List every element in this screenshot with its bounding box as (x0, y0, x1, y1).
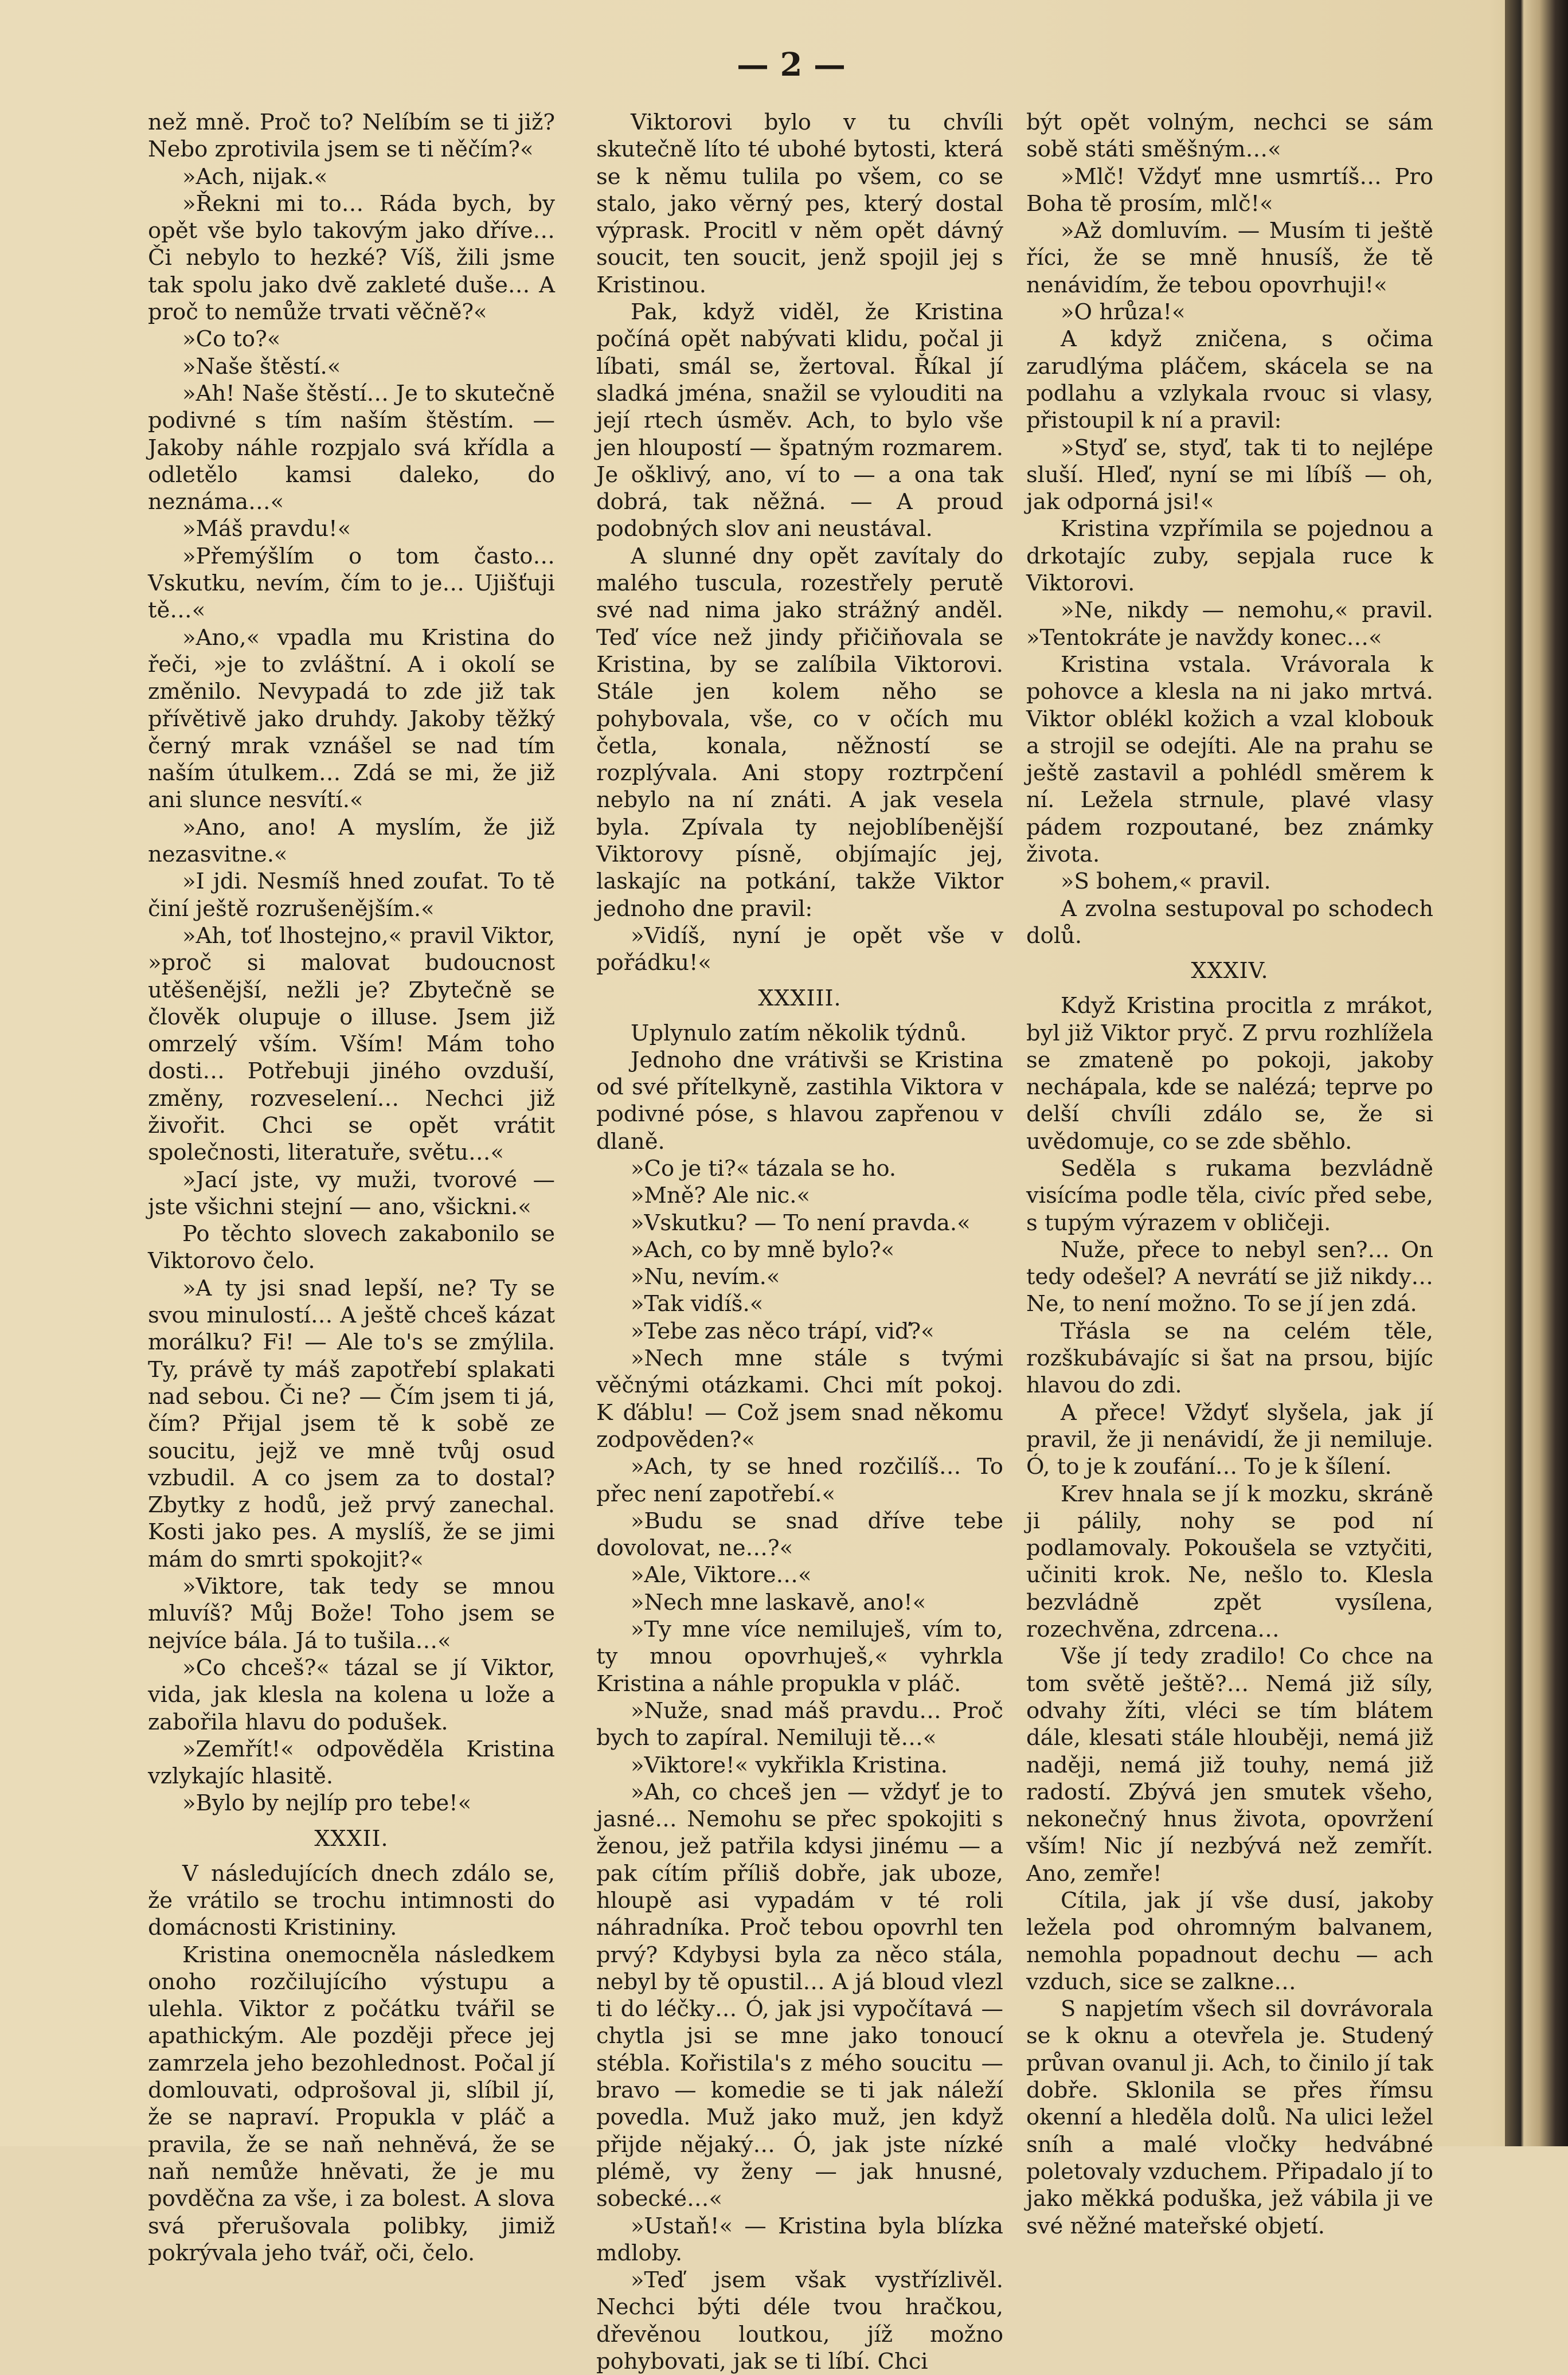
paragraph: »Zemřít!« odpověděla Kristina vzlykajíc hlasitě. (148, 1736, 555, 1790)
paragraph: »Vidíš, nyní je opět vše v pořádku!« (596, 922, 1003, 976)
paragraph: »Viktore, tak tedy se mnou mluvíš? Můj Bože! Toho jsem se nejvíce bála. Já to tušila…« (148, 1574, 555, 1654)
paragraph: »Až domluvím. — Musím ti ještě říci, že se mně hnusíš, že tě nenávidím, že tebou opovrhuji!« (1026, 218, 1433, 298)
paragraph: »Ustaň!« — Kristina byla blízka mdloby. (596, 2213, 1003, 2266)
book-binding-edge (1505, 0, 1568, 2146)
paragraph: Třásla se na celém těle, rozškubávajíc si šat na prsou, bijíc hlavou do zdi. (1026, 1318, 1433, 1399)
paragraph: Po těchto slovech zakabonilo se Viktorovo čelo. (148, 1221, 555, 1274)
paragraph: »Ale, Viktore…« (631, 1562, 812, 1588)
paragraph: »Ah, co chceš jen — vždyť je to jasné… Nemohu se přec spokojiti s ženou, jež patřila kdysi jinému — a pak cítím příliš dobře, jak uboze, hloupě asi vypadám v té roli náhradníka. Proč tebou opovrhl ten prvý? Kdybysi byla za něco stála, nebyl by tě opustil… A já bloud vlezl ti do léčky… Ó, jak jsi vypočítavá — chytla jsi se mne jako tonoucí stébla. Kořistila's z mého soucitu — bravo — komedie se ti jak náleží povedla. Muž jako muž, jen když přijde nějaký… Ó, jak jste nízké plémě, vy ženy — jak hnusné, sobecké…« (596, 1779, 1003, 2212)
text-column-1 (148, 109, 555, 2267)
paragraph: než mně. Proč to? Nelíbím se ti již? Nebo zprotivila jsem se ti něčím?« (148, 109, 555, 163)
paragraph: »I jdi. Nesmíš hned zoufat. To tě činí ještě rozrušenějším.« (148, 868, 555, 922)
paragraph: Cítila, jak jí vše dusí, jakoby ležela pod ohromným balvanem, nemohla popadnout dechu — ach vzduch, sice se zalkne… (1026, 1888, 1433, 1995)
paragraph: »Viktore!« vykřikla Kristina. (631, 1752, 948, 1778)
chapter-heading: XXXII. (314, 1825, 389, 1851)
paragraph: Když Kristina procitla z mrákot, byl již Viktor pryč. Z prvu rozhlížela se zmateně po pokoji, jakoby nechápala, kde se nalézá; teprve po delší chvíli zdálo se, že si uvědomuje, co se zde sběhlo. (1026, 993, 1433, 1155)
paragraph: Uplynulo zatím několik týdnů. (631, 1020, 967, 1046)
paragraph: »Naše štěstí.« (182, 353, 341, 379)
paragraph: Seděla s rukama bezvládně visícíma podle těla, civíc před sebe, s tupým výrazem v obličeji. (1026, 1155, 1433, 1236)
chapter-heading: XXXIV. (1191, 958, 1269, 984)
paragraph: »Budu se snad dříve tebe dovolovat, ne…?« (596, 1508, 1003, 1562)
paragraph: »Přemýšlím o tom často… Vskutku, nevím, čím to je… Ujišťuji tě…« (148, 543, 555, 624)
paragraph: A slunné dny opět zavítaly do malého tuscula, rozestřely perutě své nad nima jako strážný anděl. Teď více než jindy přičiňovala se Kristina, by se zalíbila Viktorovi. Stále jen kolem něho se pohybovala, vše, co v očích mu četla, konala, něžností se rozplývala. Ani stopy roztrpčení nebylo na ní znáti. A jak vesela byla. Zpívala ty nejoblíbenější Viktorovy písně, objímajíc jej, laskajíc na potkání, takže Viktor jednoho dne pravil: (596, 543, 1003, 922)
paragraph: »Ty mne více nemiluješ, vím to, ty mnou opovrhuješ,« vyhrkla Kristina a náhle propukla v pláč. (596, 1617, 1003, 1697)
paragraph: »Teď jsem však vystřízlivěl. Nechci býti déle tvou hračkou, dřevěnou loutkou, jíž možno pohybovati, jak se ti líbí. Chci (596, 2267, 1003, 2375)
paragraph: »Máš pravdu!« (182, 516, 351, 542)
paragraph: »A ty jsi snad lepší, ne? Ty se svou minulostí… A ještě chceš kázat morálku? Fi! — Ale to's se zmýlila. Ty, právě ty máš zapotřebí splakati nad sebou. Či ne? — Čím jsem ti já, čím? Přijal jsem tě k sobě ze soucitu, jejž ve mně tvůj osud vzbudil. A co jsem za to dostal? Zbytky z hodů, jež prvý zanechal. Kosti jako pes. A myslíš, že se jimi mám do smrti spokojit?« (148, 1275, 555, 1572)
paragraph: »Ah, toť lhostejno,« pravil Viktor, »proč si malovat budoucnost utěšenější, nežli je? Zbytečně se člověk olupuje o illuse. Jsem již omrzelý vším. Vším! Mám toho dosti… Potřebuji jiného ovzduší, změny, rozveselení… Nechci již živořit. Chci se opět vrátit společnosti, literatuře, světu…« (148, 922, 555, 1166)
paragraph: »Tak vidíš.« (631, 1291, 764, 1317)
paragraph: »Ano,« vpadla mu Kristina do řeči, »je to zvláštní. A i okolí se změnilo. Nevypadá to zde již tak přívětivě jako druhdy. Jakoby těžký černý mrak vznášel se nad tím naším útulkem… Zdá se mi, že již ani slunce nesvítí.« (148, 624, 555, 813)
paragraph: A zvolna sestupoval po schodech dolů. (1026, 895, 1433, 949)
paragraph: »Vskutku? — To není pravda.« (631, 1210, 971, 1236)
paragraph: »Co je ti?« tázala se ho. (631, 1155, 897, 1181)
paragraph: »Ach, co by mně bylo?« (631, 1237, 895, 1263)
paragraph: »Nech mne laskavě, ano!« (631, 1589, 926, 1615)
paragraph: »Ne, nikdy — nemohu,« pravil. »Tentokráte je navždy konec…« (1026, 597, 1433, 651)
paragraph: »Styď se, styď, tak ti to nejlépe sluší. Hleď, nyní se mi líbíš — oh, jak odporná jsi!« (1026, 435, 1433, 515)
paragraph: Kristina vstala. Vrávorala k pohovce a klesla na ni jako mrtvá. Viktor oblékl kožich a vzal klobouk a strojil se odejíti. Ale na prahu se ještě zastavil a pohlédl směrem k ní. Ležela strnule, plavé vlasy pádem rozpoutané, bez známky života. (1026, 651, 1433, 868)
paragraph: »Nu, nevím.« (631, 1264, 780, 1290)
paragraph: »S bohem,« pravil. (1061, 868, 1271, 895)
paragraph: »Ah! Naše štěstí… Je to skutečně podivné s tím naším štěstím. — Jakoby náhle rozpjalo svá křídla a odletělo kamsi daleko, do neznáma…« (148, 380, 555, 515)
page-number: — 2 — (737, 46, 846, 84)
paragraph: Vše jí tedy zradilo! Co chce na tom světě ještě?… Nemá již síly, odvahy žíti, vléci se tím blátem dále, klesati stále hlouběji, nemá již naději, nemá již touhy, nemá již radostí. Zbývá jen smutek všeho, nekonečný hnus života, opovržení vším! Nic jí nezbývá než zemřít. Ano, zemře! (1026, 1644, 1433, 1887)
paragraph: Kristina onemocněla následkem onoho rozčilujícího výstupu a ulehla. Viktor z počátku tvářil se apathickým. Ale později přece jej zamrzela jeho bezohlednost. Počal jí domlouvati, odprošoval ji, slíbil jí, že se napraví. Propukla v pláč a pravila, že se naň nehněvá, že se naň nemůže hněvati, že je mu povděčna za vše, i za bolest. A slova svá přerušovala polibky, jimiž pokrývala jeho tvář, oči, čelo. (148, 1942, 555, 2266)
paragraph: Nuže, přece to nebyl sen?… On tedy odešel? A nevrátí se již nikdy… Ne, to není možno. To se jí jen zdá. (1026, 1237, 1433, 1317)
paragraph: »Nuže, snad máš pravdu… Proč bych to zapíral. Nemiluji tě…« (596, 1697, 1003, 1751)
paragraph: »Jací jste, vy muži, tvorové — jste všichni stejní — ano, všickni.« (148, 1167, 555, 1220)
paragraph: »Ach, ty se hned rozčilíš… To přec není zapotřebí.« (596, 1454, 1003, 1507)
paragraph: »Tebe zas něco trápí, viď?« (631, 1318, 934, 1344)
paragraph: Jednoho dne vrátivši se Kristina od své přítelkyně, zastihla Viktora v podivné póse, s hlavou zapřenou v dlaně. (596, 1047, 1003, 1155)
paragraph: V následujících dnech zdálo se, že vrátilo se trochu intimnosti do domácnosti Kristininy. (148, 1860, 555, 1941)
paragraph: »Co chceš?« tázal se jí Viktor, vida, jak klesla na kolena u lože a zabořila hlavu do podušek. (148, 1654, 555, 1735)
paragraph: »O hrůza!« (1061, 299, 1186, 326)
paragraph: Krev hnala se jí k mozku, skráně ji pálily, nohy se pod ní podlamovaly. Pokoušela se vztyčiti, učiniti krok. Ne, nešlo to. Klesla bezvládně zpět vysílena, rozechvěna, zdrcena… (1026, 1481, 1433, 1643)
paragraph: »Co to?« (182, 326, 281, 353)
paragraph: »Bylo by nejlíp pro tebe!« (182, 1790, 472, 1817)
chapter-heading: XXXIII. (758, 985, 842, 1011)
paragraph: A přece! Vždyť slyšela, jak jí pravil, že ji nenávidí, že ji nemiluje. Ó, to je k zoufání… To je k šílení. (1026, 1399, 1433, 1480)
paragraph: S napjetím všech sil dovrávorala se k oknu a otevřela je. Studený průvan ovanul ji. Ach, to činilo jí tak dobře. Sklonila se přes římsu okenní a hleděla dolů. Na ulici ležel sníh a malé vločky hedvábné poletovaly vzduchem. Připadalo jí to jako měkká poduška, jež vábila ji ve své něžné mateřské objetí. (1026, 1996, 1433, 2239)
paragraph: »Nech mne stále s tvými věčnými otázkami. Chci mít pokoj. K ďáblu! — Což jsem snad někomu zodpověden?« (596, 1345, 1003, 1453)
paragraph: Viktorovi bylo v tu chvíli skutečně líto té ubohé bytosti, která se k němu tulila po všem, co se stalo, jako věrný pes, který dostal výprask. Procitl v něm opět dávný soucit, ten soucit, jenž spojil jej s Kristinou. (596, 109, 1003, 298)
paragraph: Kristina vzpřímila se pojednou a drkotajíc zuby, sepjala ruce k Viktorovi. (1026, 516, 1433, 597)
text-column-2 (596, 109, 1003, 2375)
paragraph: Pak, když viděl, že Kristina počíná opět nabývati klidu, počal ji líbati, smál se, žertoval. Říkal jí sladká jména, snažil se vylouditi na její rtech úsměv. Ach, to bylo vše jen hloupostí — špatným rozmarem. Je ošklivý, ano, ví to — a ona tak dobrá, tak něžná. — A proud podobných slov ani neustával. (596, 299, 1003, 542)
text-column-3 (1026, 109, 1433, 2240)
paragraph: »Ach, nijak.« (182, 163, 328, 190)
paragraph: »Mně? Ale nic.« (631, 1183, 811, 1209)
paragraph: »Řekni mi to… Ráda bych, by opět vše bylo takovým jako dříve… Či nebylo to hezké? Víš, žili jsme tak spolu jako dvě zakleté duše… A proč to nemůže trvati věčně?« (148, 190, 555, 326)
paragraph: »Ano, ano! A myslím, že již nezasvitne.« (148, 814, 555, 868)
paragraph: být opět volným, nechci se sám sobě státi směšným…« (1026, 109, 1433, 163)
paragraph: »Mlč! Vždyť mne usmrtíš… Pro Boha tě prosím, mlč!« (1026, 163, 1433, 217)
paragraph: A když zničena, s očima zarudlýma pláčem, skácela se na podlahu a vzlykala rvouc si vlasy, přistoupil k ní a pravil: (1026, 326, 1433, 434)
